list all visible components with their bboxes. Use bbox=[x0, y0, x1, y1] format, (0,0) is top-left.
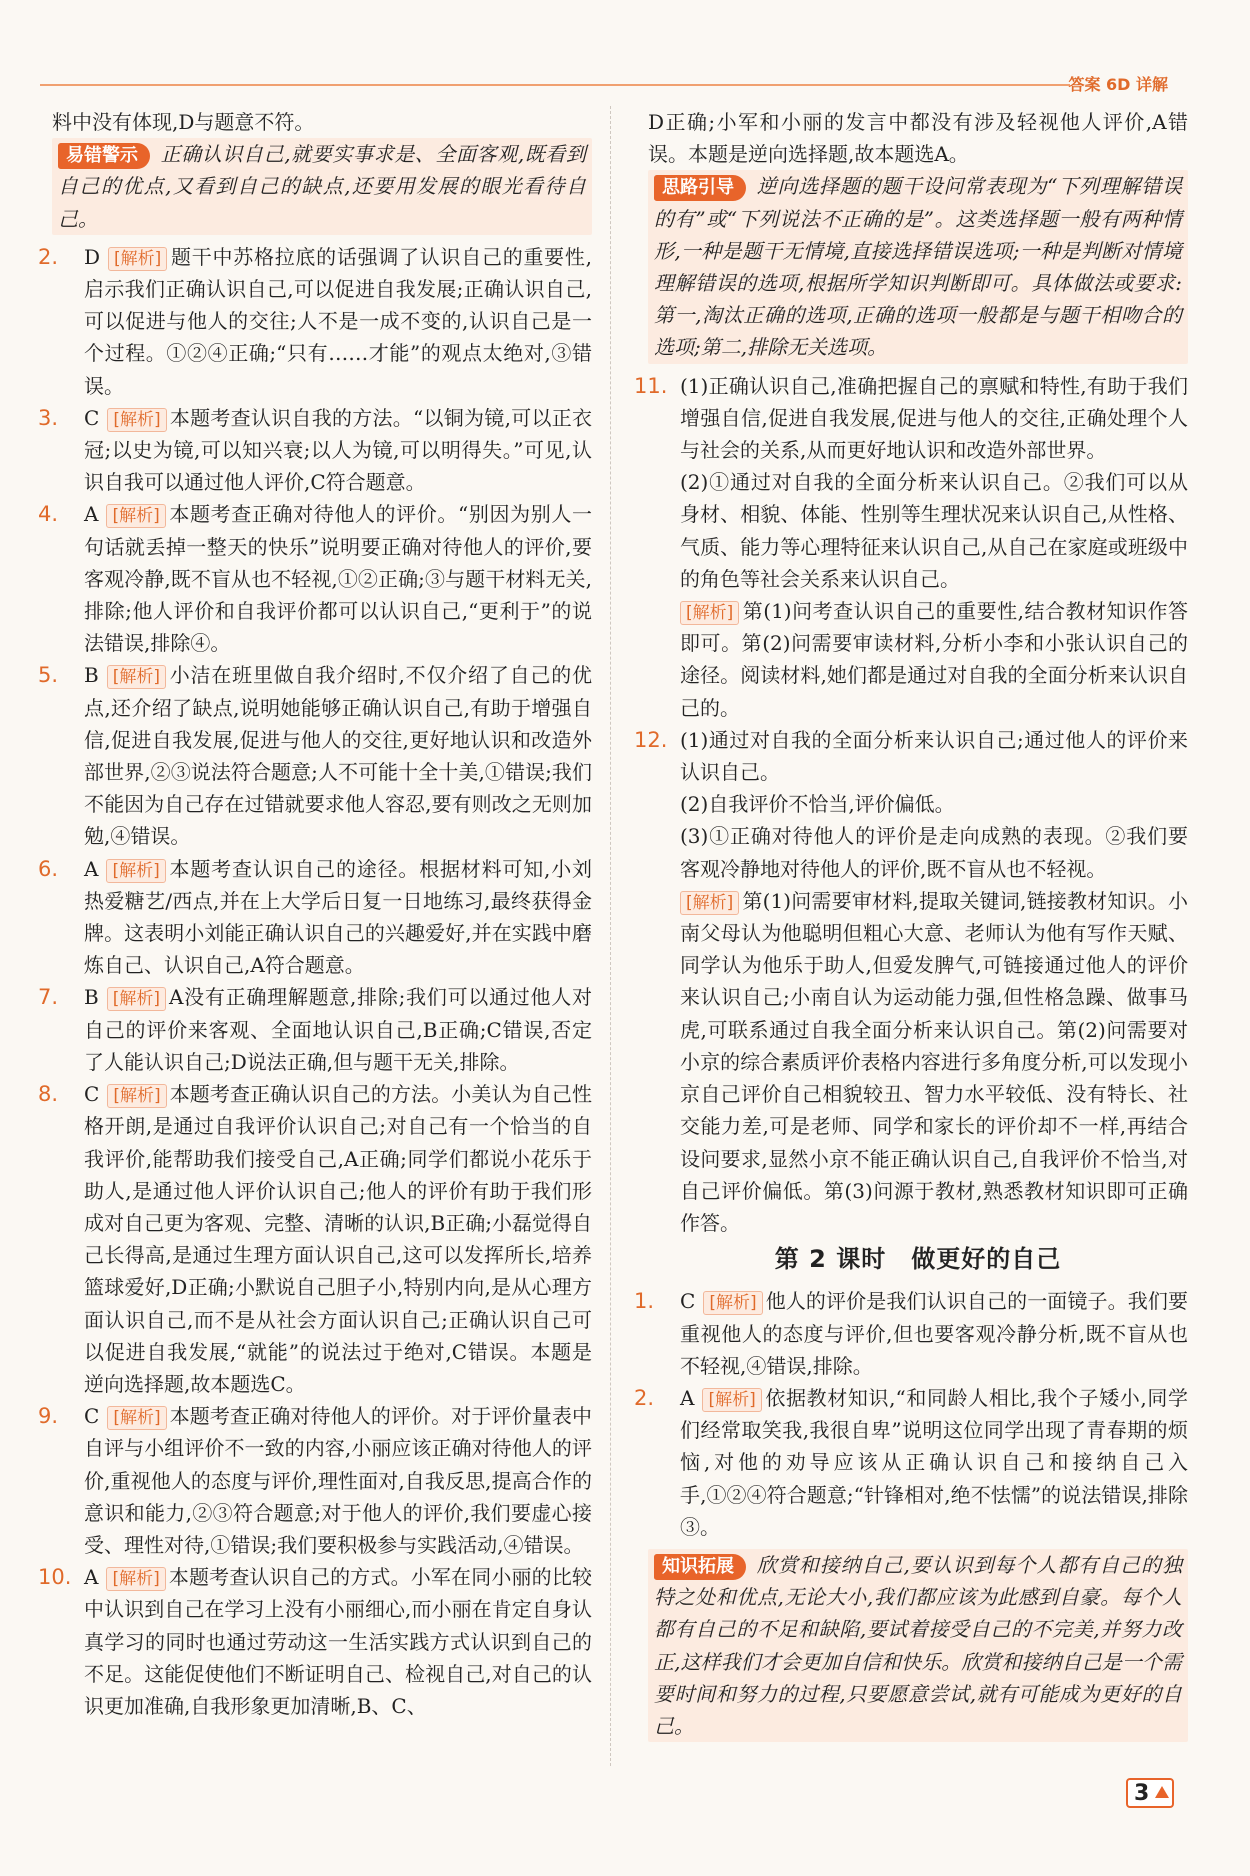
answer-choice: A bbox=[84, 502, 99, 527]
left-intro: 料中没有体现,D与题意不符。 bbox=[52, 110, 315, 134]
answer-part-2: (2)自我评价不恰当,评价偏低。 bbox=[680, 792, 955, 817]
answer-choice: A bbox=[680, 1385, 695, 1410]
analysis-text: 小洁在班里做自我介绍时,不仅介绍了自己的优点,还介绍了缺点,说明她能够正确认识自己,有助于增强自信,促进自我发展,促进与他人的交往,更好地认识和改造外部世界,②③说法符合题意;人不可能十全十美,①错误;我们不能因为自己存在过错就要求他人容忍,要有则改之无则加勉,④错误。 bbox=[84, 663, 592, 849]
answer-choice: A bbox=[84, 1565, 99, 1590]
answer-choice: C bbox=[680, 1289, 696, 1314]
answer-choice: B bbox=[84, 663, 99, 688]
question-number: 9. bbox=[38, 1404, 59, 1429]
analysis-text: 本题考查认识自我的方法。“以铜为镜,可以正衣冠;以史为镜,可以知兴衰;以人为镜,可以明得失。”可见,认识自我可以通过他人评价,C符合题意。 bbox=[84, 405, 592, 495]
column-divider bbox=[610, 106, 611, 1766]
guide-text: 逆向选择题的题干设问常表现为“下列理解错误的有”或“下列说法不正确的是”。这类选择题一般有两种情形,一种是题干无情境,直接选择错误选项;一种是判断对情境理解错误的选项,根据所学知识判断即可。具体做法或要求:第一,淘汰正确的选项,正确的选项一般都是与题干相吻合的选项;第二,排除无关选项。 bbox=[654, 174, 1182, 360]
knowledge-text: 欣赏和接纳自己,要认识到每个人都有自己的独特之处和优点,无论大小,我们都应该为此感到自豪。每个人都有自己的不足和缺陷,要试着接受自己的不完美,并努力改正,这样我们才会更加自信和快乐。欣赏和接纳自己是一个需要时间和努力的过程,只要愿意尝试,就有可能成为更好的自己。 bbox=[654, 1552, 1182, 1738]
answer-item bbox=[38, 853, 592, 982]
analysis-text: 第(1)问需要审材料,提取关键词,链接教材知识。小南父母认为他聪明但粗心大意、老师认为他有写作天赋、同学认为他乐于助人,但爱发脾气,可链接通过他人的评价来认识自己;小南自认为运动能力强,但性格急躁、做事马虎,可联系通过自我全面分析来认识自己。第(2)问需要对小京的综合素质评价表格内容进行多角度分析,可以发现小京自己评价自己相貌较丑、智力水平较低、没有特长、社交能力差,可是老师、同学和家长的评价却不一样,再结合设问要求,显然小京不能正确认识自己,自我评价不恰当,对自己评价偏低。第(3)问源于教材,熟悉教材知识即可正确作答。 bbox=[680, 888, 1188, 1235]
answer-item bbox=[38, 1078, 592, 1400]
analysis-text: 本题考查正确对待他人的评价。对于评价量表中自评与小组评价不一致的内容,小丽应该正确对待他人的评价,重视他人的态度与评价,理性面对,自我反思,提高合作的意识和能力,②③符合题意;对于他人的评价,我们要虚心接受、理性对待,①错误;我们要积极参与实践活动,④错误。 bbox=[84, 1404, 592, 1557]
question-number: 2. bbox=[634, 1385, 655, 1410]
analysis-tag: [解析] bbox=[106, 1567, 165, 1591]
answer-item bbox=[634, 1382, 1188, 1543]
right-items bbox=[634, 1285, 1188, 1543]
analysis-tag: [解析] bbox=[680, 891, 739, 915]
analysis-tag: [解析] bbox=[108, 247, 167, 271]
guide-box bbox=[648, 170, 1188, 363]
answer-part-3: (3)①正确对待他人的评价是走向成熟的表现。②我们要客观冷静地对待他人的评价,既不盲从也不轻视。 bbox=[680, 824, 1188, 881]
analysis-tag: [解析] bbox=[703, 1291, 762, 1315]
question-12 bbox=[634, 724, 1188, 788]
question-number: 10. bbox=[38, 1565, 72, 1590]
analysis-tag: [解析] bbox=[107, 987, 166, 1011]
analysis-text: 依据教材知识,“和同龄人相比,我个子矮小,同学们经常取笑我,我很自卑”说明这位同学出现了青春期的烦恼,对他的劝导应该从正确认识自己和接纳自己入手,①②④符合题意;“针锋相对,绝不怯懦”的说法错误,排除③。 bbox=[680, 1385, 1188, 1539]
answer-item bbox=[38, 402, 592, 499]
answer-choice: B bbox=[84, 985, 99, 1010]
analysis-tag: [解析] bbox=[702, 1388, 761, 1412]
answer-item bbox=[38, 1400, 592, 1561]
answer-part-1: (1)正确认识自己,准确把握自己的禀赋和特性,有助于我们增强自信,促进自我发展,促进与他人的交往,正确处理个人与社会的关系,从而更好地认识和改造外部世界。 bbox=[680, 373, 1188, 463]
left-column bbox=[38, 106, 592, 1722]
page-number-text: 3 bbox=[1134, 1780, 1150, 1806]
analysis-text: 本题考查正确对待他人的评价。“别因为别人一句话就丢掉一整天的快乐”说明要正确对待他人的评价,要客观冷静,既不盲从也不轻视,①②正确;③与题干材料无关,排除;他人评价和自我评价都可以认识自己,“更利于”的说法错误,排除④。 bbox=[84, 502, 592, 656]
warning-label: 易错警示 bbox=[58, 143, 150, 169]
knowledge-box bbox=[648, 1549, 1188, 1742]
header-tag: 答案 6D 详解 bbox=[1068, 75, 1168, 94]
analysis-12 bbox=[648, 885, 1188, 1239]
question-number: 3. bbox=[38, 405, 59, 430]
question-number: 8. bbox=[38, 1082, 59, 1107]
answer-item bbox=[634, 1285, 1188, 1382]
answer-item bbox=[38, 241, 592, 402]
right-intro: D正确;小军和小丽的发言中都没有涉及轻视他人评价,A错误。本题是逆向选择题,故本题选A。 bbox=[648, 110, 1188, 167]
question-number: 5. bbox=[38, 663, 59, 688]
right-column bbox=[634, 106, 1188, 1748]
page-number bbox=[1126, 1778, 1174, 1808]
answer-part-2: (2)①通过对自我的全面分析来认识自己。②我们可以从身材、相貌、体能、性别等生理状况来认识自己,从性格、气质、能力等心理特征来认识自己,从自己在家庭或班级中的角色等社会关系来认识自己。 bbox=[680, 470, 1188, 591]
lesson-title: 第 2 课时 做更好的自己 bbox=[774, 1245, 1062, 1274]
answer-part-1: (1)通过对自我的全面分析来认识自己;通过他人的评价来认识自己。 bbox=[680, 727, 1188, 785]
question-number: 12. bbox=[634, 727, 668, 752]
analysis-tag: [解析] bbox=[107, 665, 166, 689]
question-11 bbox=[634, 370, 1188, 467]
question-number: 4. bbox=[38, 502, 59, 527]
question-number: 2. bbox=[38, 244, 59, 269]
guide-label: 思路引导 bbox=[654, 175, 746, 201]
answer-choice: D bbox=[84, 244, 101, 269]
question-number: 6. bbox=[38, 856, 59, 881]
answer-item bbox=[38, 498, 592, 659]
analysis-tag: [解析] bbox=[680, 601, 739, 625]
analysis-tag: [解析] bbox=[107, 1084, 166, 1108]
analysis-tag: [解析] bbox=[107, 408, 166, 432]
answer-choice: C bbox=[84, 1082, 100, 1107]
analysis-text: 题干中苏格拉底的话强调了认识自己的重要性,启示我们正确认识自己,可以促进自我发展;正确认识自己,可以促进与他人的交往;人不是一成不变的,认识自己是一个过程。①②④正确;“只有……才能”的观点太绝对,③错误。 bbox=[84, 244, 592, 398]
analysis-text: A没有正确理解题意,排除;我们可以通过他人对自己的评价来客观、全面地认识自己,B正确;C错误,否定了人能认识自己;D说法正确,但与题干无关,排除。 bbox=[84, 985, 592, 1074]
left-items bbox=[38, 241, 592, 1722]
analysis-text: 本题考查认识自己的途径。根据材料可知,小刘热爱糖艺/西点,并在上大学后日复一日地练习,最终获得金牌。这表明小刘能正确认识自己的兴趣爱好,并在实践中磨炼自己、认识自己,A符合题意。 bbox=[84, 856, 592, 978]
question-number: 1. bbox=[634, 1289, 655, 1314]
analysis-text: 第(1)问考查认识自己的重要性,结合教材知识作答即可。第(2)问需要审读材料,分析小李和小张认识自己的途径。阅读材料,她们都是通过对自我的全面分析来认识自己的。 bbox=[680, 599, 1188, 720]
answer-choice: A bbox=[84, 856, 99, 881]
question-number: 7. bbox=[38, 985, 59, 1010]
analysis-text: 本题考查认识自己的方式。小军在同小丽的比较中认识到自己在学习上没有小丽细心,而小丽在肯定自身认真学习的同时也通过劳动这一生活实践方式认识到自己的不足。这能促使他们不断证明自己、检视自己,对自己的认识更加准确,自我形象更加清晰,B、C、 bbox=[84, 1565, 592, 1718]
question-number: 11. bbox=[634, 373, 668, 398]
arrow-up-icon bbox=[1155, 1786, 1169, 1798]
knowledge-label: 知识拓展 bbox=[654, 1554, 746, 1580]
analysis-text: 他人的评价是我们认识自己的一面镜子。我们要重视他人的态度与评价,但也要客观冷静分析,既不盲从也不轻视,④错误,排除。 bbox=[680, 1289, 1188, 1378]
analysis-tag: [解析] bbox=[106, 859, 165, 883]
warning-box bbox=[52, 138, 592, 235]
answer-item bbox=[38, 1561, 592, 1722]
answer-item bbox=[38, 981, 592, 1078]
analysis-11 bbox=[648, 595, 1188, 724]
analysis-tag: [解析] bbox=[107, 1406, 166, 1430]
answer-choice: C bbox=[84, 1404, 100, 1429]
header-rule bbox=[40, 84, 1070, 86]
answer-choice: C bbox=[84, 405, 100, 430]
analysis-text: 本题考查正确认识自己的方法。小美认为自己性格开朗,是通过自我评价认识自己;对自己有一个恰当的自我评价,能帮助我们接受自己,A正确;同学们都说小花乐于助人,是通过他人评价认识自己;他人的评价有助于我们形成对自己更为客观、完整、清晰的认识,B正确;小磊觉得自己长得高,是通过生理方面认识自己,这可以发挥所长,培养篮球爱好,D正确;小默说自己胆子小,特别内向,是从心理方面认识自己,而不是从社会方面认识自己;正确认识自己可以促进自我发展,“就能”的说法过于绝对,C错误。本题是逆向选择题,故本题选C。 bbox=[84, 1082, 592, 1396]
answer-item bbox=[38, 659, 592, 852]
analysis-tag: [解析] bbox=[106, 504, 165, 528]
warning-text: 正确认识自己,就要实事求是、全面客观,既看到自己的优点,又看到自己的缺点,还要用发展的眼光看待自己。 bbox=[58, 142, 586, 231]
